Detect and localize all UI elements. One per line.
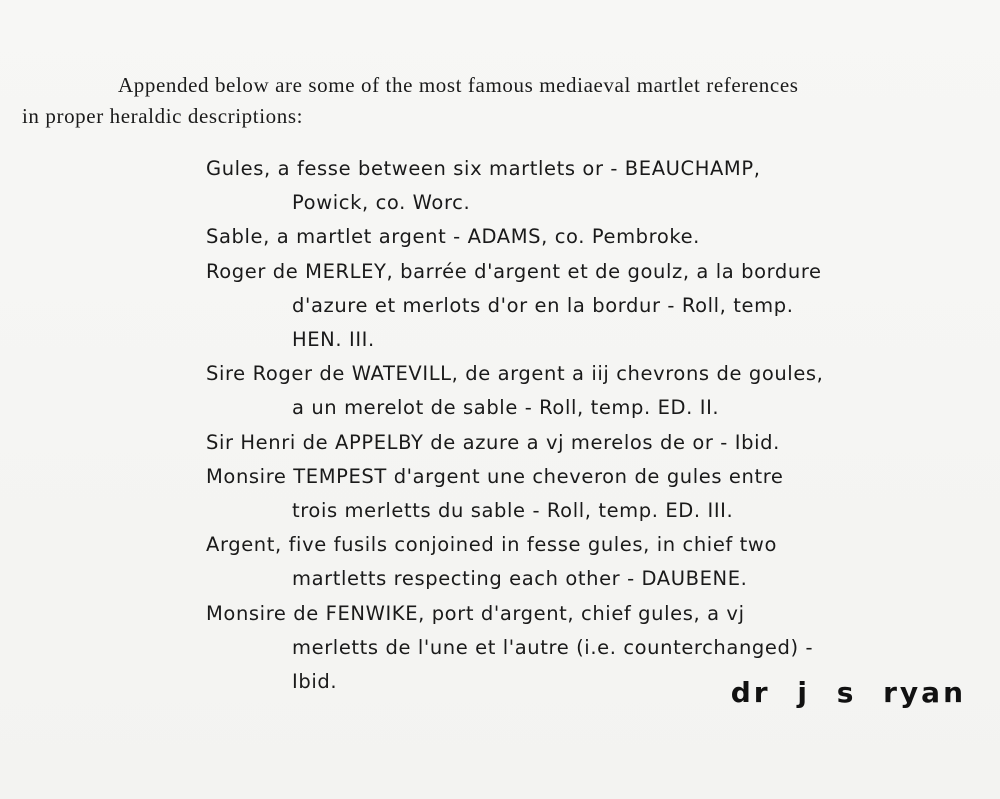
reference-line: trois merletts du sable - Roll, temp. ED. III.: [292, 499, 734, 523]
reference-line: Sable, a martlet argent - ADAMS, co. Pembroke.: [206, 225, 700, 249]
reference-line: Monsire TEMPEST d'argent une cheveron de gules entre: [206, 464, 784, 488]
reference-line: Powick, co. Worc.: [292, 191, 471, 215]
reference-line: martletts respecting each other - DAUBENE.: [292, 567, 748, 591]
reference-line: Argent, five fusils conjoined in fesse gules, in chief two: [206, 533, 778, 557]
reference-line: a un merelot de sable - Roll, temp. ED. II.: [292, 396, 720, 420]
reference-entry: [206, 528, 966, 596]
author-signature: dr j s ryan: [730, 676, 966, 709]
reference-entry: [206, 255, 966, 358]
reference-line: Sire Roger de WATEVILL, de argent a iij chevrons de goules,: [206, 362, 824, 386]
intro-paragraph: [22, 70, 982, 132]
reference-line: d'azure et merlots d'or en la bordur - Roll, temp.: [292, 293, 794, 317]
reference-entry: [206, 460, 966, 528]
reference-line: Monsire de FENWIKE, port d'argent, chief gules, a vj: [206, 601, 745, 625]
reference-line: Sir Henri de APPELBY de azure a vj merelos de or - Ibid.: [206, 430, 780, 454]
intro-line-1: Appended below are some of the most famous mediaeval martlet references: [118, 73, 799, 97]
reference-line: merletts de l'une et l'autre (i.e. counterchanged) -: [292, 635, 814, 659]
reference-line: Gules, a fesse between six martlets or - BEAUCHAMP,: [206, 157, 761, 180]
reference-entry: [206, 357, 966, 425]
intro-line-2: in proper heraldic descriptions:: [22, 104, 304, 128]
reference-line: Roger de MERLEY, barrée d'argent et de goulz, a la bordure: [206, 259, 822, 283]
reference-entry: [206, 220, 966, 254]
reference-entry: [206, 152, 966, 220]
reference-entry: [206, 426, 966, 460]
reference-line: HEN. III.: [292, 328, 375, 352]
reference-line: Ibid.: [292, 670, 338, 694]
heraldic-references-list: [206, 152, 966, 699]
